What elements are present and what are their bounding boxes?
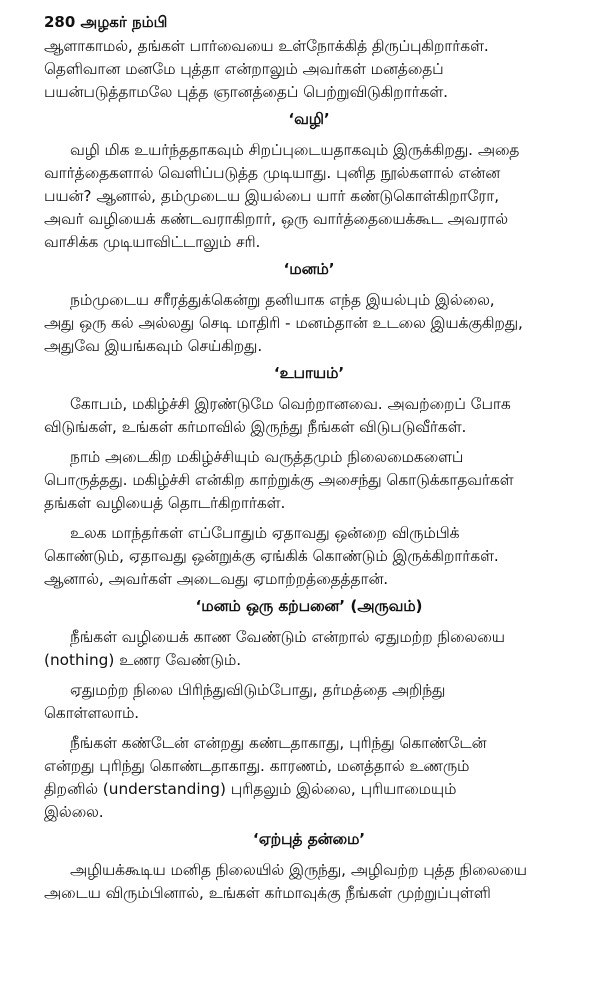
text-line: நாம் அடைகிற மகிழ்ச்சியும் வருத்தமும் நிலைமைகளைப்	[70, 448, 464, 466]
text-line: என்றது புரிந்து கொண்டதாகாது. காரணம், மனத்தால் உணரும்	[44, 757, 470, 775]
page-number: 280	[44, 13, 76, 31]
paragraph	[44, 393, 574, 439]
text-line: (nothing) உணர வேண்டும்.	[44, 651, 242, 669]
text-line: அதுவே இயங்கவும் செய்கிறது.	[44, 337, 263, 355]
text-line: கொண்டும், ஏதாவது ஒன்றுக்கு ஏங்கிக் கொண்டும் இருக்கிறார்கள்.	[44, 547, 499, 565]
text-line: ஆளாகாமல், தங்கள் பார்வையை உள்நோக்கித் திருப்புகிறார்கள்.	[44, 37, 489, 55]
section-heading: ‘உபாயம்’	[273, 364, 345, 382]
text-line: தெளிவான மனமே புத்தா என்றாலும் அவர்கள் மனத்தைப்	[44, 60, 444, 78]
paragraph	[44, 35, 574, 104]
paragraph	[44, 446, 574, 515]
text-line: திறனில் (understanding) புரிதலும் இல்லை, புரியாமையும்	[44, 780, 457, 798]
paragraph	[44, 289, 574, 358]
text-line: ஏதுமற்ற நிலை பிரிந்துவிடும்போது, தர்மத்தை அறிந்து	[70, 681, 446, 699]
text-line: இல்லை.	[44, 803, 104, 821]
section-heading: ‘மனம் ஒரு கற்பனை’ (அருவம்)	[195, 597, 423, 615]
text-line: ஆனால், அவர்கள் அடைவது ஏமாற்றத்தைத்தான்.	[44, 570, 389, 588]
text-line: அது ஒரு கல் அல்லது செடி மாதிரி - மனம்தான் உடலை இயக்குகிறது,	[44, 314, 523, 332]
text-line: பொருத்தது. மகிழ்ச்சி என்கிற காற்றுக்கு அசைந்து கொடுக்காதவர்கள்	[44, 471, 514, 489]
page-content	[44, 35, 574, 905]
running-title: அழகர் நம்பி	[80, 13, 168, 31]
text-line: உலக மாந்தர்கள் எப்போதும் ஏதாவது ஒன்றை விரும்பிக்	[70, 524, 460, 542]
paragraph	[44, 626, 574, 672]
paragraph	[44, 522, 574, 591]
text-line: பயன்? ஆனால், தம்முடைய இயல்பை யார் கண்டுகொள்கிறாரோ,	[44, 187, 500, 205]
paragraph	[44, 139, 574, 254]
text-line: கோபம், மகிழ்ச்சி இரண்டுமே வெற்றானவை. அவற்றைப் போக	[70, 395, 511, 413]
text-line: வாசிக்க முடியாவிட்டாலும் சரி.	[44, 233, 261, 251]
paragraph	[44, 679, 574, 725]
text-line: வார்த்தைகளால் வெளிப்படுத்த முடியாது. புனித நூல்களால் என்ன	[44, 164, 501, 182]
text-line: பயன்படுத்தாமலே புத்த ஞானத்தைப் பெற்றுவிடுகிறார்கள்.	[44, 83, 449, 101]
text-line: நீங்கள் வழியைக் காண வேண்டும் என்றால் ஏதுமற்ற நிலையை	[70, 628, 505, 646]
text-line: நம்முடைய சரீரத்துக்கென்று தனியாக எந்த இயல்பும் இல்லை,	[70, 291, 495, 309]
paragraph	[44, 859, 574, 905]
section-heading: ‘மனம்’	[283, 260, 335, 278]
section-heading: ‘வழி’	[288, 110, 330, 128]
section-heading: ‘ஏற்புத் தன்மை’	[252, 830, 366, 848]
text-line: கொள்ளலாம்.	[44, 704, 140, 722]
text-line: வழி மிக உயர்ந்ததாகவும் சிறப்புடையதாகவும் இருக்கிறது. அதை	[70, 141, 520, 159]
page-header	[44, 12, 574, 32]
text-line: விடுங்கள், உங்கள் கர்மாவில் இருந்து நீங்கள் விடுபடுவீர்கள்.	[44, 418, 467, 436]
text-line: அழியக்கூடிய மனித நிலையில் இருந்து, அழிவற்ற புத்த நிலையை	[70, 861, 527, 879]
paragraph	[44, 732, 574, 824]
text-line: நீங்கள் கண்டேன் என்றது கண்டதாகாது, புரிந்து கொண்டேன்	[70, 734, 487, 752]
text-line: தங்கள் வழியைத் தொடர்கிறார்கள்.	[44, 494, 286, 512]
text-line: அவர் வழியைக் கண்டவராகிறார், ஒரு வார்த்தையைக்கூட அவரால்	[44, 210, 508, 228]
text-line: அடைய விரும்பினால், உங்கள் கர்மாவுக்கு நீங்கள் முற்றுப்புள்ளி	[44, 884, 491, 902]
